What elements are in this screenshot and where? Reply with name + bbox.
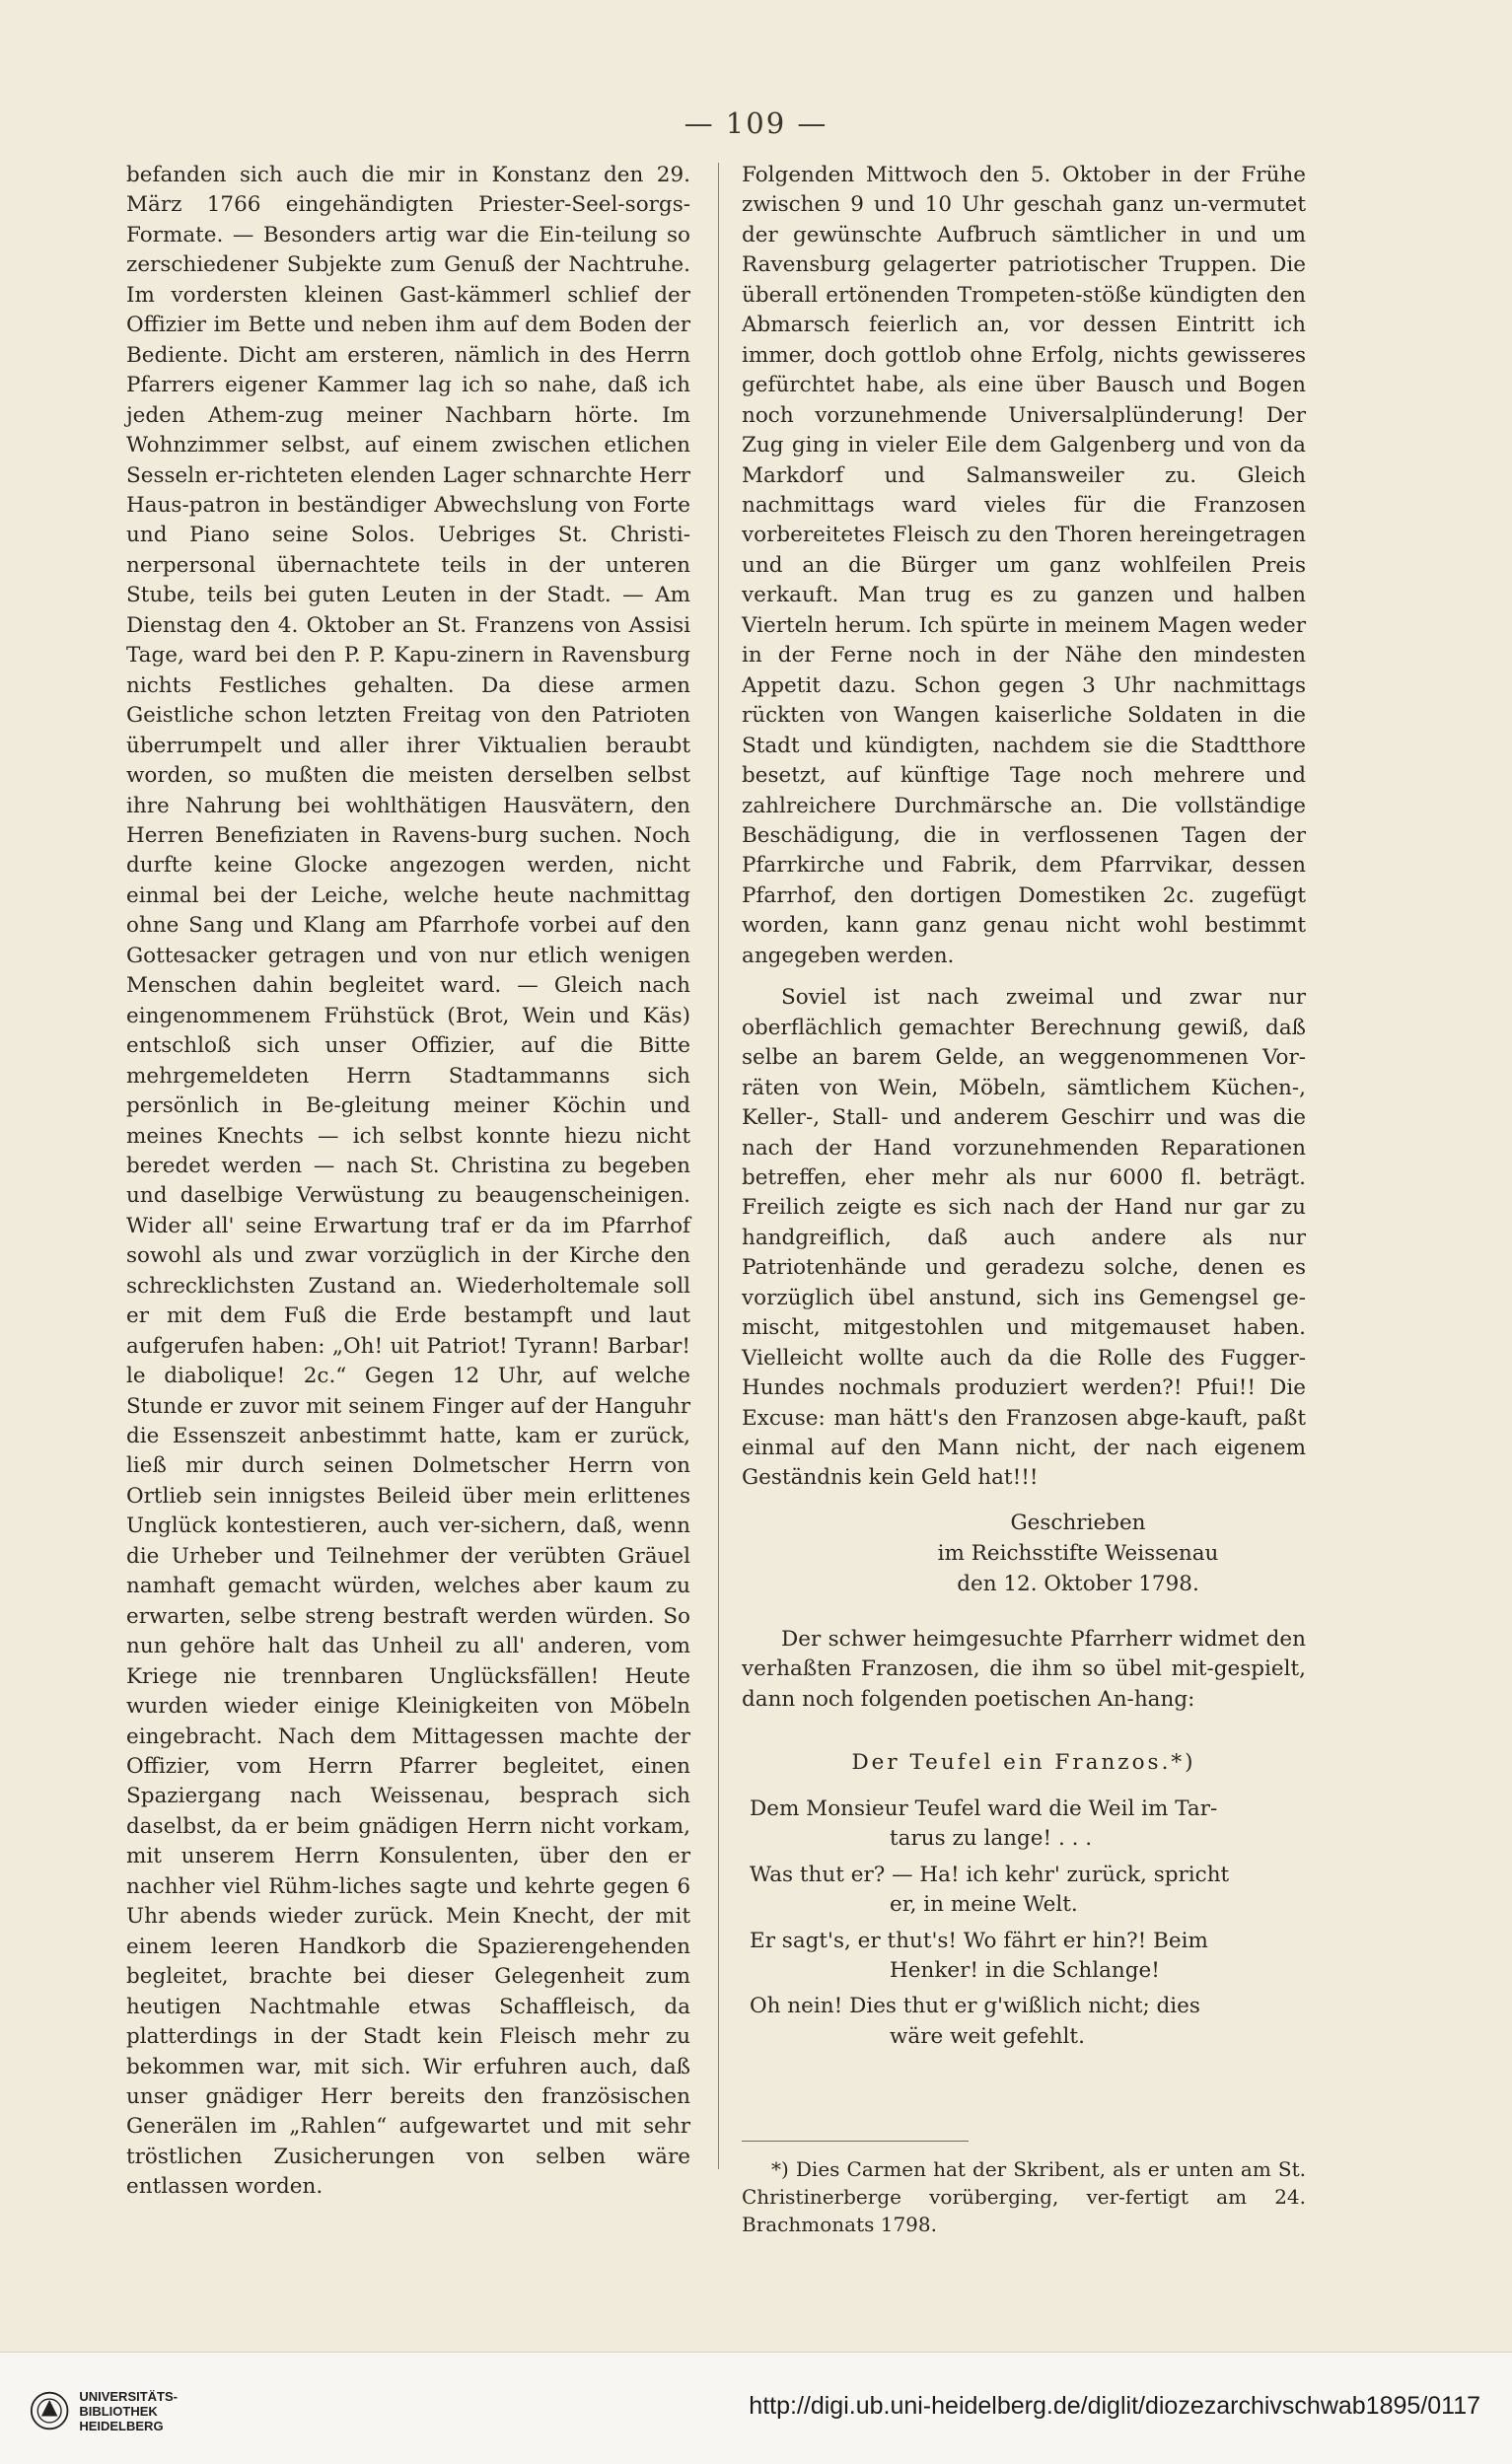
poem-line-continuation: wäre weit gefehlt. [890, 2023, 1085, 2049]
logo-line: HEIDELBERG [79, 2418, 164, 2433]
poem [742, 1795, 1306, 2053]
column-divider [718, 163, 719, 2169]
footer-bar [0, 2352, 1512, 2464]
right-column [742, 161, 1306, 2238]
logo-text [79, 2389, 178, 2433]
signature-block [742, 1508, 1306, 1599]
page-number: — 109 — [684, 106, 828, 140]
signature-line: Geschrieben [1010, 1510, 1146, 1535]
poem-stanza [742, 1795, 1306, 1855]
poem-intro: Der schwer heimgesuchte Pfarrherr widmet den verhaßten Franzosen, die ihm so übel mit-gespielt, dann noch folgenden poetischen An-hang: [742, 1626, 1306, 1712]
poem-stanza [742, 1861, 1306, 1921]
footnote-rule [742, 2141, 969, 2142]
poem-stanza [742, 1927, 1306, 1987]
poem-line: Was thut er? — Ha! ich kehr' zurück, spricht [750, 1862, 1230, 1887]
signature-line: im Reichsstifte Weissenau [937, 1540, 1219, 1566]
signature-line: den 12. Oktober 1798. [957, 1571, 1199, 1596]
university-seal-icon [30, 2389, 69, 2432]
logo-line: BIBLIOTHEK [79, 2403, 158, 2419]
left-paragraph: befanden sich auch die mir in Konstanz den 29. März 1766 eingehändigten Priester-Seel-sorgs-Formate. — Besonders artig war die Ein-teilung so zerschiedener Subjekte zum Genuß der Nachtruhe. Im vordersten kleinen Gast-kämmerl schlief der Offizier im Bette und neben ihm auf dem Boden der Bediente. Dicht am ersteren, nämlich in des Herrn Pfarrers eigener Kammer lag ich so nahe, daß ich jeden Athem-zug meiner Nachbarn hörte. Im Wohnzimmer selbst, auf einem zwischen etlichen Sesseln er-richteten elenden Lager schnarchte Herr Haus-patron in beständiger Abwechslung von Forte und Piano seine Solos. Uebriges St. Christi-nerpersonal übernachtete teils in der unteren Stube, teils bei guten Leuten in der Stadt. — Am Dienstag den 4. Oktober an St. Franzens von Assisi Tage, ward bei den P. P. Kapu-zinern in Ravensburg nichts Festliches gehalten. Da diese armen Geistliche schon letzten Freitag von den Patrioten überrumpelt und aller ihrer Viktualien beraubt worden, so mußten die meisten derselben selbst ihre Nahrung bei wohlthätigen Hausvätern, den Herren Benefiziaten in Ravens-burg suchen. Noch durfte keine Glocke angezogen werden, nicht einmal bei der Leiche, welche heute nachmittag ohne Sang und Klang am Pfarrhofe vorbei auf den Gottesacker getragen und von nur etlich wenigen Menschen dahin begleitet ward. — Gleich nach eingenommenem Frühstück (Brot, Wein und Käs) entschloß sich unser Offizier, auf die Bitte mehrgemeldeten Herrn Stadtammanns sich persönlich in Be-gleitung meiner Köchin und meines Knechts — ich selbst konnte hiezu nicht beredet werden — nach St. Christina zu begeben und daselbige Verwüstung zu beaugenscheinigen. Wider all' seine Erwartung traf er da im Pfarrhof sowohl als und zwar vorzüglich in der Kirche den schrecklichsten Zustand an. Wiederholtemale soll er mit dem Fuß die Erde bestampft und laut aufgerufen haben: „Oh! uit Patriot! Tyrann! Barbar! le diabolique! 2c.“ Gegen 12 Uhr, auf welche Stunde er zuvor mit seinem Finger auf der Hanguhr die Essenszeit anbestimmt hatte, kam er zurück, ließ mir durch seinen Dolmetscher Herrn von Ortlieb sein innigstes Beileid über mein erlittenes Unglück kontestieren, auch ver-sichern, daß, wenn die Urheber und Teilnehmer der verübten Gräuel namhaft gemacht würden, welches aber kaum zu erwarten, selbe streng bestraft werden würden. So nun gehöre halt das Unheil zu all' anderen, vom Kriege nie trennbaren Unglücksfällen! Heute wurden wieder einige Kleinigkeiten von Möbeln eingebracht. Nach dem Mittagessen machte der Offizier, vom Herrn Pfarrer begleitet, einen Spaziergang nach Weissenau, besprach sich daselbst, da er beim gnädigen Herrn nicht vorkam, mit unserem Herrn Konsulenten, über den er nachher viel Rühm-liches sagte und kehrte gegen 6 Uhr abends wieder zurück. Mein Knecht, der mit einem leeren Handkorb die Spazierengehenden begleitet, brachte bei dieser Gelegenheit zum heutigen Nachtmahle etwas Schaffleisch, da platterdings in der Stadt kein Fleisch mehr zu bekommen war, mit sich. Wir erfuhren auch, daß unser gnädiger Herr bereits den französischen Generälen im „Rahlen“ aufgewartet und mit sehr tröstlichen Zusicherungen von selben wäre entlassen worden. [126, 163, 690, 2200]
poem-line-continuation: Henker! in die Schlange! [890, 1958, 1160, 1984]
right-paragraph-1: Folgenden Mittwoch den 5. Oktober in der Frühe zwischen 9 und 10 Uhr geschah ganz un-vermutet der gewünschte Aufbruch sämtlicher in und um Ravensburg gelagerter patriotischer Truppen. Die überall ertönenden Trompeten-stöße kündigten den Abmarsch feierlich an, vor dessen Eintritt ich immer, doch gottlob ohne Erfolg, nichts gewisseres gefürchtet habe, als eine über Bausch und Bogen noch vorzunehmende Universalplünderung! Der Zug ging in vieler Eile dem Galgenberg und von da Markdorf und Salmansweiler zu. Gleich nachmittags ward vieles für die Franzosen vorbereitetes Fleisch zu den Thoren hereingetragen und an die Bürger um ganz wohlfeilen Preis verkauft. Man trug es zu ganzen und halben Vierteln herum. Ich spürte in meinem Magen weder in der Ferne noch in der Nähe den mindesten Appetit dazu. Schon gegen 3 Uhr nachmittags rückten von Wangen kaiserliche Soldaten in die Stadt und kündigten, nachdem sie die Stadtthore besetzt, auf künftige Tage noch mehrere und zahlreichere Durchmärsche an. Die vollständige Beschädigung, die in verflossenen Tagen der Pfarrkirche und Fabrik, dem Pfarrvikar, dessen Pfarrhof, den dortigen Domestiken 2c. zugefügt worden, kann ganz genau nicht wohl bestimmt angegeben werden. [742, 163, 1306, 968]
left-column [126, 161, 690, 2203]
source-url-link[interactable]: http://digi.ub.uni-heidelberg.de/diglit/diozezarchivschwab1895/0117 [749, 2392, 1480, 2420]
poem-line: Dem Monsieur Teufel ward die Weil im Tar- [750, 1795, 1218, 1821]
poem-line-continuation: tarus zu lange! . . . [890, 1826, 1093, 1852]
logo-line: UNIVERSITÄTS- [79, 2388, 178, 2404]
library-logo[interactable] [30, 2378, 178, 2443]
poem-line-continuation: er, in meine Welt. [890, 1892, 1078, 1918]
right-paragraph-2: Soviel ist nach zweimal und zwar nur oberflächlich gemachter Berechnung gewiß, daß selbe an barem Gelde, an weggenommenen Vor-räten von Wein, Möbeln, sämtlichem Küchen-, Keller-, Stall- und anderem Geschirr und was die nach der Hand vorzunehmenden Reparationen betreffen, eher mehr als nur 6000 fl. beträgt. Freilich zeigte es sich nach der Hand nur gar zu handgreiflich, daß auch andere als nur Patriotenhände und geradezu solche, denen es vorzüglich übel anstund, sich ins Gemengsel ge-mischt, mitgestohlen und mitgemauset haben. Vielleicht wollte auch da die Rolle des Fugger-Hundes nochmals produziert werden?! Pfui!! Die Excuse: man hätt's den Franzosen abge-kauft, paßt einmal auf den Mann nicht, der nach eigenem Geständnis kein Geld hat!!! [742, 985, 1306, 1491]
poem-stanza [742, 1992, 1306, 2052]
poem-line: Er sagt's, er thut's! Wo fährt er hin?! Beim [750, 1928, 1208, 1953]
poem-line: Oh nein! Dies thut er g'wißlich nicht; dies [750, 1994, 1200, 2019]
poem-title: Der Teufel ein Franzos.*) [851, 1750, 1196, 1776]
footnote: *) Dies Carmen hat der Skribent, als er unten am St. Christinerberge vorüberging, ver-fertigt am 24. Brachmonats 1798. [742, 2157, 1306, 2237]
